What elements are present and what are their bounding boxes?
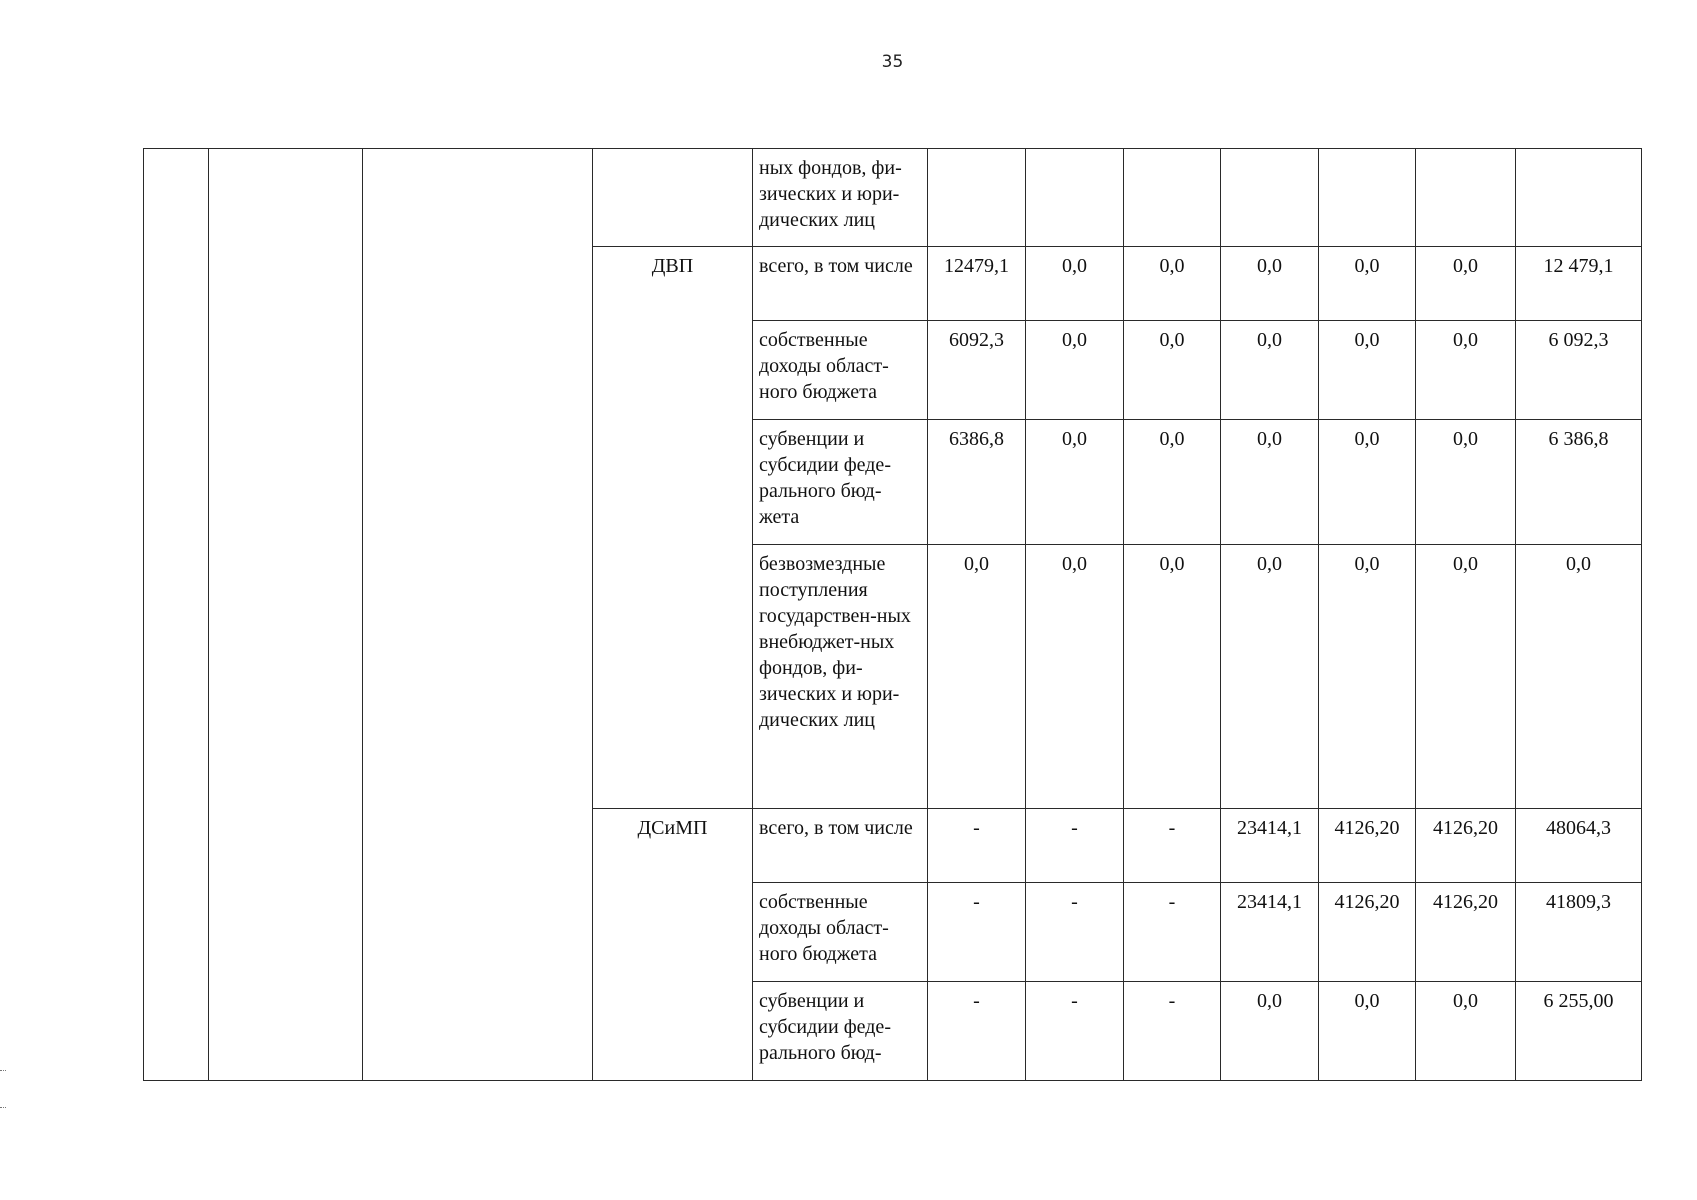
value-cell [1516,149,1642,247]
value-cell: - [1026,883,1124,982]
value-cell: 0,0 [1319,982,1416,1081]
value-cell: 0,0 [1416,420,1516,545]
value-cell: 6386,8 [928,420,1026,545]
budget-table [143,148,1642,1081]
page-number: 35 [881,52,904,72]
value-cell: 4126,20 [1416,883,1516,982]
value-cell: 0,0 [1026,545,1124,809]
source-cell: всего, в том числе [753,247,928,321]
value-cell: 0,0 [1416,321,1516,420]
value-cell: 0,0 [1416,247,1516,321]
col-program-cell [209,149,363,1081]
value-cell: 0,0 [1319,247,1416,321]
value-cell: - [1026,809,1124,883]
value-cell: 0,0 [1124,545,1221,809]
total-cell: 6 386,8 [1516,420,1642,545]
source-cell: собственные доходы област-ного бюджета [753,883,928,982]
value-cell: 0,0 [1221,545,1319,809]
table-row [144,149,1642,247]
value-cell: - [1124,883,1221,982]
source-cell: всего, в том числе [753,809,928,883]
value-cell: 0,0 [1026,321,1124,420]
value-cell: - [1124,982,1221,1081]
source-cell: безвозмездные поступления государствен-ных внебюджет-ных фондов, фи-зических и юри-дических лиц [753,545,928,809]
value-cell: 0,0 [1026,247,1124,321]
source-cell: собственные доходы област-ного бюджета [753,321,928,420]
value-cell: 0,0 [1319,321,1416,420]
value-cell: 4126,20 [1319,883,1416,982]
value-cell: 0,0 [1124,247,1221,321]
value-cell: 23414,1 [1221,883,1319,982]
total-cell: 48064,3 [1516,809,1642,883]
value-cell: 0,0 [1026,420,1124,545]
source-cell: субвенции и субсидии феде-рального бюд-жета [753,420,928,545]
value-cell: 12479,1 [928,247,1026,321]
value-cell: 0,0 [1319,545,1416,809]
value-cell: 6092,3 [928,321,1026,420]
total-cell: 41809,3 [1516,883,1642,982]
value-cell: - [1026,982,1124,1081]
value-cell: 0,0 [1319,420,1416,545]
value-cell: 4126,20 [1416,809,1516,883]
total-cell: 0,0 [1516,545,1642,809]
value-cell: 23414,1 [1221,809,1319,883]
value-cell: 0,0 [1221,321,1319,420]
value-cell: 4126,20 [1319,809,1416,883]
total-cell: 6 255,00 [1516,982,1642,1081]
col-number-cell [144,149,209,1081]
value-cell: 0,0 [1124,420,1221,545]
col-org-cell [593,149,753,247]
source-cell: субвенции и субсидии феде-рального бюд- [753,982,928,1081]
value-cell: - [928,982,1026,1081]
value-cell [1124,149,1221,247]
value-cell: 0,0 [1416,545,1516,809]
value-cell: - [1124,809,1221,883]
scan-margin-mark [0,1070,6,1108]
total-cell: 6 092,3 [1516,321,1642,420]
source-cell: ных фондов, фи-зических и юри-дических лиц [753,149,928,247]
value-cell [928,149,1026,247]
value-cell [1416,149,1516,247]
value-cell [1026,149,1124,247]
value-cell: 0,0 [1124,321,1221,420]
value-cell: - [928,809,1026,883]
value-cell: 0,0 [1221,982,1319,1081]
col-event-cell [363,149,593,1081]
org-cell: ДВП [593,247,753,809]
value-cell: 0,0 [1416,982,1516,1081]
org-cell: ДСиМП [593,809,753,1081]
value-cell: - [928,883,1026,982]
value-cell [1319,149,1416,247]
value-cell: 0,0 [1221,420,1319,545]
total-cell: 12 479,1 [1516,247,1642,321]
value-cell [1221,149,1319,247]
value-cell: 0,0 [928,545,1026,809]
value-cell: 0,0 [1221,247,1319,321]
